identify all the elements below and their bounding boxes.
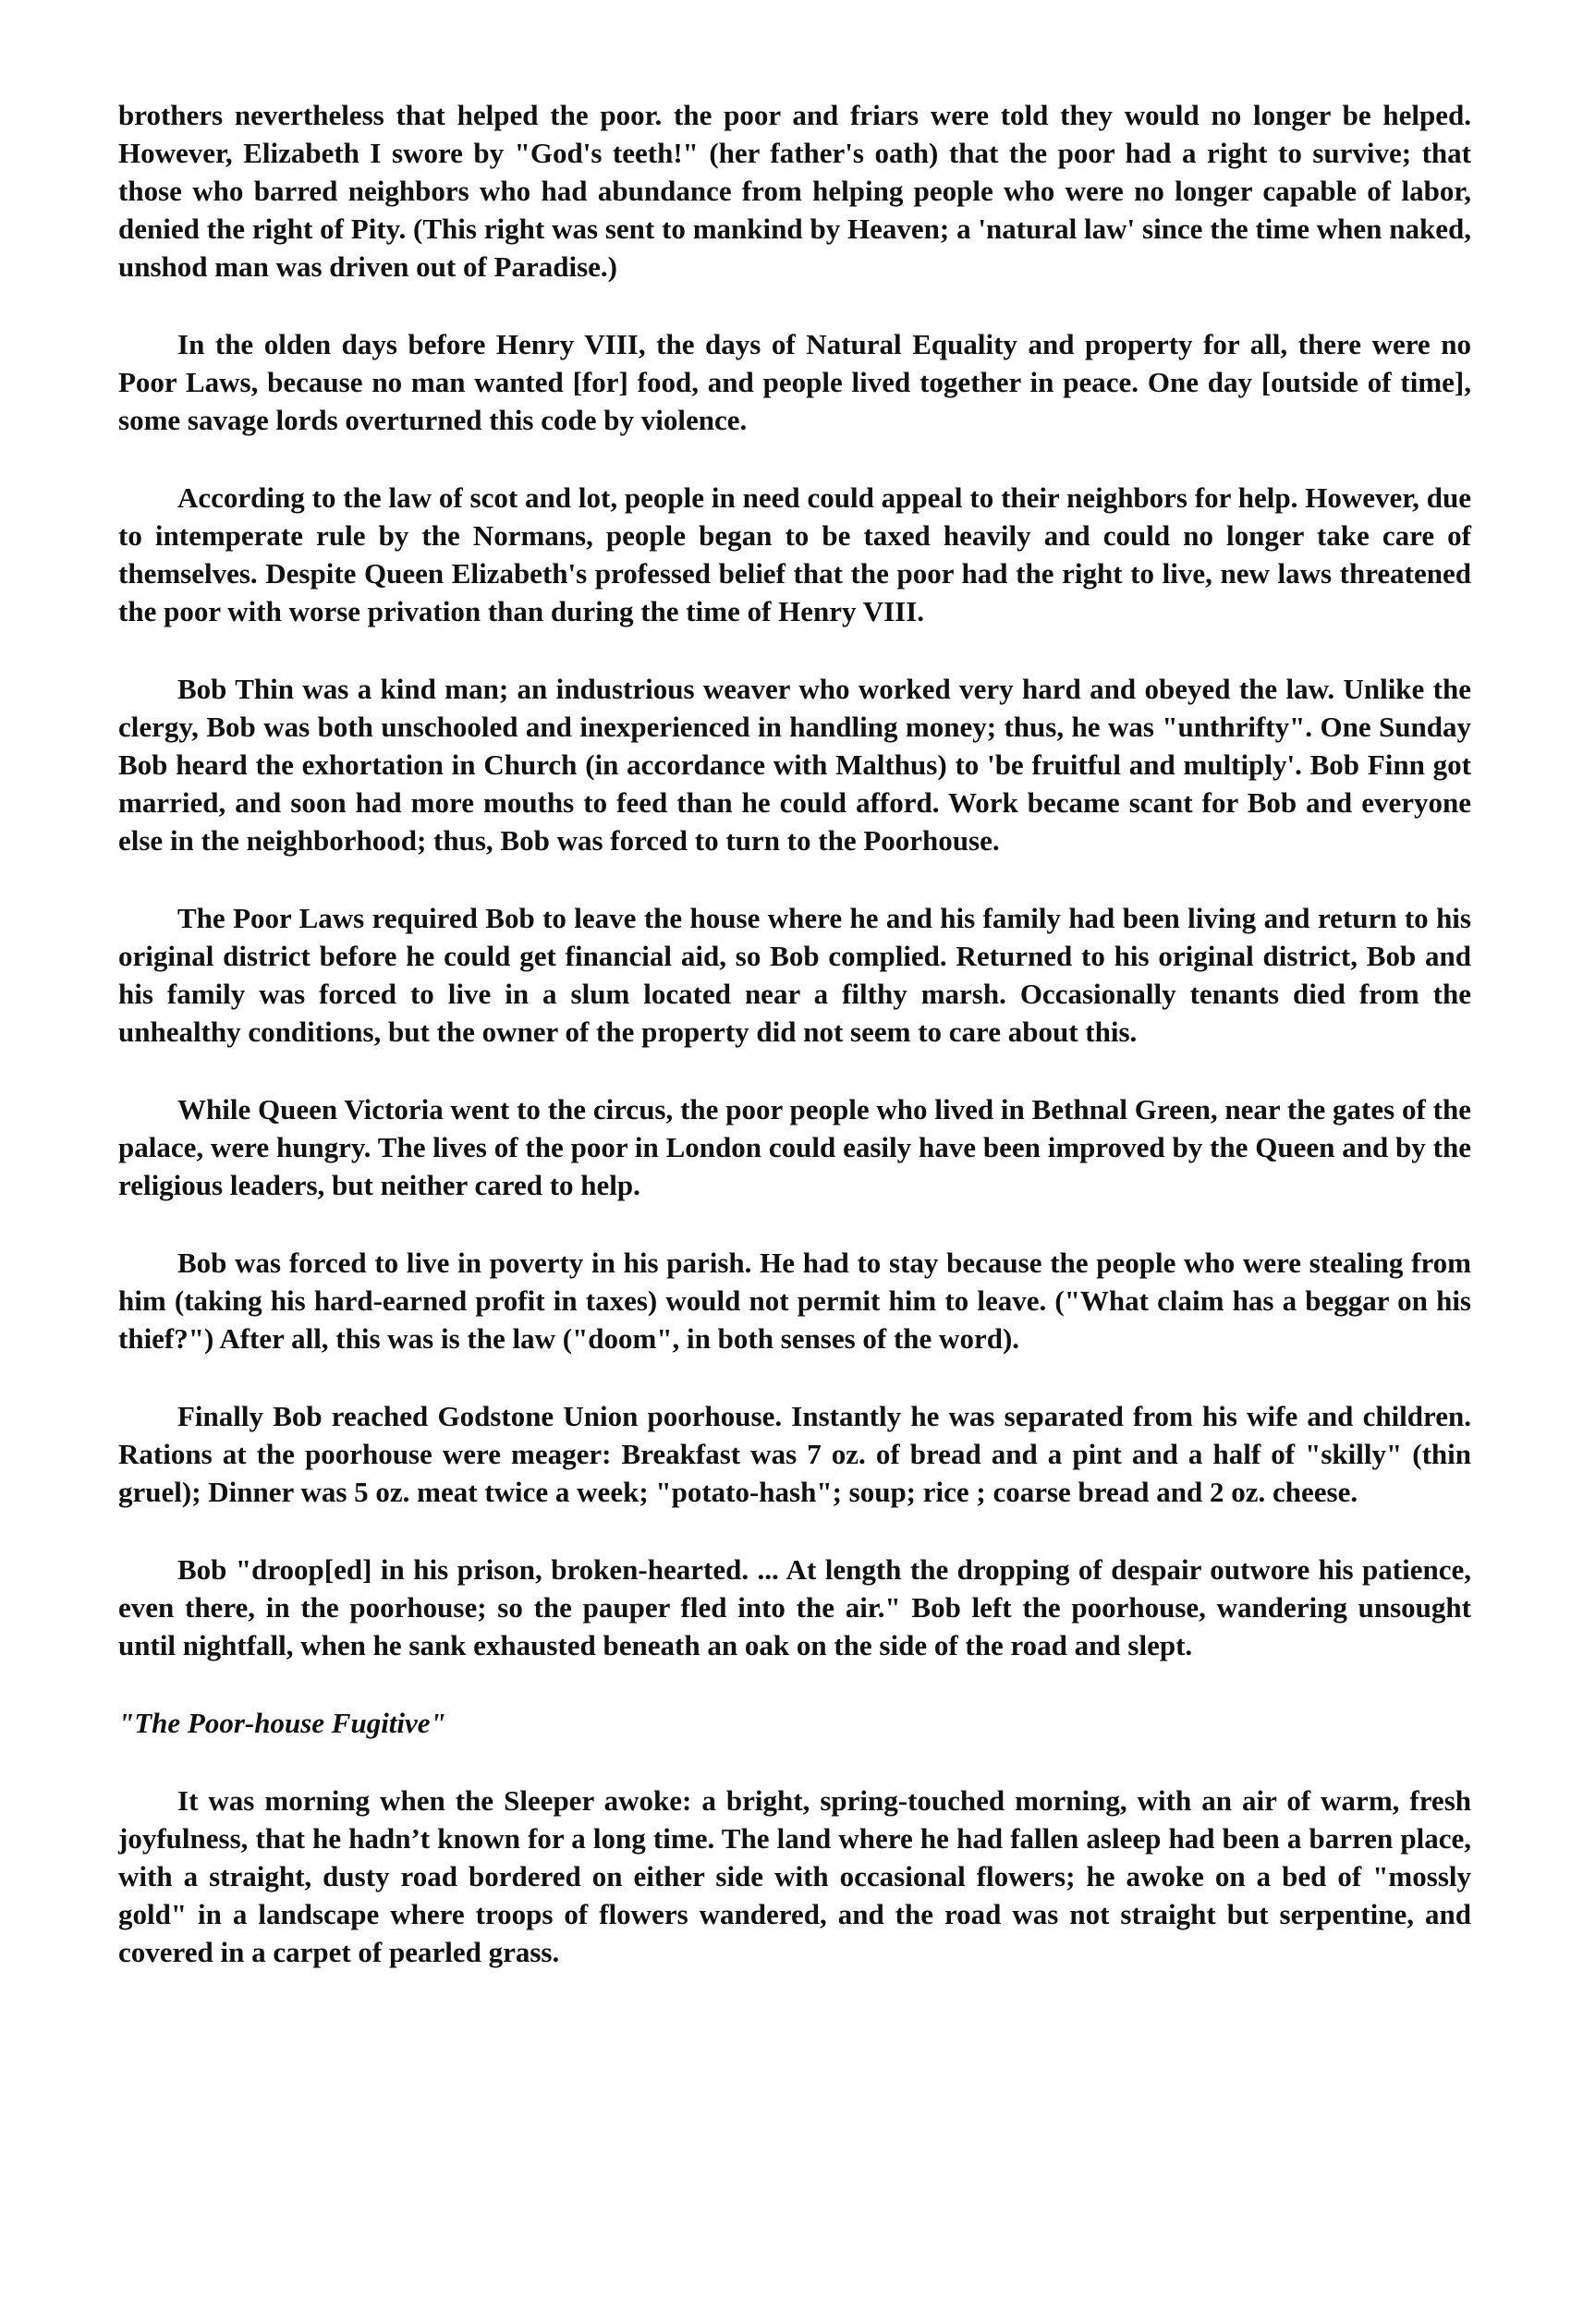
document-page <box>118 96 1471 2011</box>
paragraph-6: While Queen Victoria went to the circus, the poor people who lived in Bethnal Green, near the gates of the palace, were hungry. The lives of the poor in London could easily have been improved by the Queen and by the religious leaders, but neither cared to help. <box>118 1093 1471 1201</box>
paragraph-9: Bob "droop[ed] in his prison, broken-hearted. ... At length the dropping of despair outwore his patience, even there, in the poorhouse; so the pauper fled into the air." Bob left the poorhouse, wandering unsought until nightfall, when he sank exhausted beneath an oak on the side of the road and slept. <box>118 1553 1471 1661</box>
paragraph-final: It was morning when the Sleeper awoke: a bright, spring-touched morning, with an air of warm, fresh joyfulness, that he hadn’t known for a long time. The land where he had fallen asleep had been a barren place, with a straight, dusty road bordered on either side with occasional flowers; he awoke on a bed of "mossly gold" in a landscape where troops of flowers wandered, and the road was not straight but serpentine, and covered in a carpet of pearled grass. <box>118 1784 1471 1968</box>
section-heading: "The Poor-house Fugitive" <box>118 1707 446 1739</box>
paragraph-2: In the olden days before Henry VIII, the days of Natural Equality and property for all, there were no Poor Laws, because no man wanted [for] food, and people lived together in peace. One day [outside of time], some savage lords overturned this code by violence. <box>118 328 1471 436</box>
paragraph-5: The Poor Laws required Bob to leave the house where he and his family had been living and return to his original district before he could get financial aid, so Bob complied. Returned to his original district, Bob and his family was forced to live in a slum located near a filthy marsh. Occasionally tenants died from the unhealthy conditions, but the owner of the property did not seem to care about this. <box>118 902 1471 1048</box>
paragraph-3: According to the law of scot and lot, people in need could appeal to their neighbors for help. However, due to intemperate rule by the Normans, people began to be taxed heavily and could no longer take care of themselves. Despite Queen Elizabeth's professed belief that the poor had the right to live, new laws threatened the poor with worse privation than during the time of Henry VIII. <box>118 481 1471 627</box>
paragraph-7: Bob was forced to live in poverty in his parish. He had to stay because the people who were stealing from him (taking his hard-earned profit in taxes) would not permit him to leave. ("What claim has a beggar on his thief?") After all, this was is the law ("doom", in both senses of the word). <box>118 1247 1471 1355</box>
paragraph-1: brothers nevertheless that helped the poor. the poor and friars were told they would no longer be helped. However, Elizabeth I swore by "God's teeth!" (her father's oath) that the poor had a right to survive; that those who barred neighbors who had abundance from helping people who were no longer capable of labor, denied the right of Pity. (This right was sent to mankind by Heaven; a 'natural law' since the time when naked, unshod man was driven out of Paradise.) <box>118 99 1471 283</box>
paragraph-8: Finally Bob reached Godstone Union poorhouse. Instantly he was separated from his wife and children. Rations at the poorhouse were meager: Breakfast was 7 oz. of bread and a pint and a half of "skilly" (thin gruel); Dinner was 5 oz. meat twice a week; "potato-hash"; soup; rice ; coarse bread and 2 oz. cheese. <box>118 1400 1471 1508</box>
paragraph-4: Bob Thin was a kind man; an industrious weaver who worked very hard and obeyed the law. Unlike the clergy, Bob was both unschooled and inexperienced in handling money; thus, he was "unthrifty". One Sunday Bob heard the exhortation in Church (in accordance with Malthus) to 'be fruitful and multiply'. Bob Finn got married, and soon had more mouths to feed than he could afford. Work became scant for Bob and everyone else in the neighborhood; thus, Bob was forced to turn to the Poorhouse. <box>118 673 1471 857</box>
